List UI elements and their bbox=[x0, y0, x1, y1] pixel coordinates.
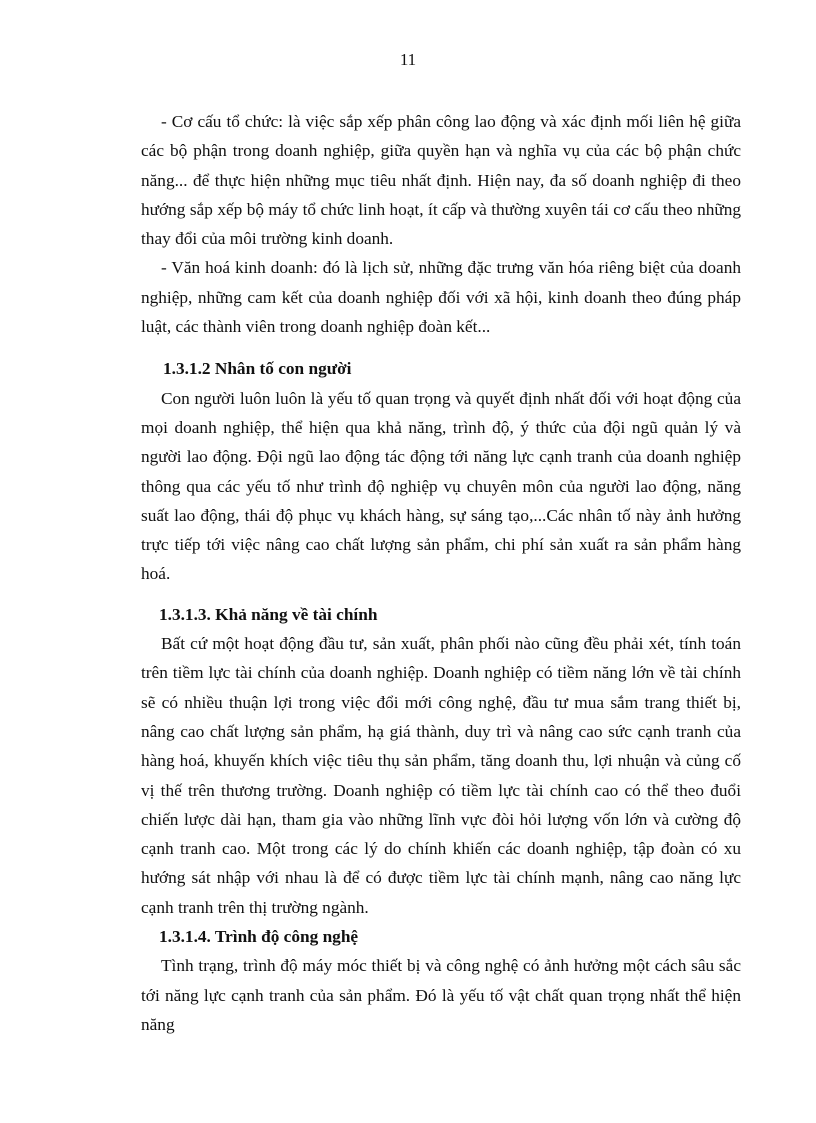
paragraph-organizational-structure: - Cơ cấu tổ chức: là việc sắp xếp phân công lao động và xác định mối liên hệ giữa các bộ phận trong doanh nghiệp, giữa quyền hạn và nghĩa vụ của các bộ phận chức năng... để thực hiện những mục tiêu nhất định. Hiện nay, đa số doanh nghiệp đi theo hướng sắp xếp bộ máy tổ chức linh hoạt, ít cấp và thường xuyên tái cơ cấu theo những thay đổi của môi trường kinh doanh. bbox=[141, 112, 741, 249]
paragraph-financial-capacity: Bất cứ một hoạt động đầu tư, sản xuất, phân phối nào cũng đều phải xét, tính toán trên tiềm lực tài chính của doanh nghiệp. Doanh nghiệp có tiềm năng lớn về tài chính sẽ có nhiều thuận lợi trong việc đổi mới công nghệ, đầu tư mua sắm trang thiết bị, nâng cao chất lượng sản phẩm, hạ giá thành, duy trì và nâng cao sức cạnh tranh của hàng hoá, khuyến khích việc tiêu thụ sản phẩm, tăng doanh thu, lợi nhuận và củng cố vị thế trên thương trường. Doanh nghiệp có tiềm lực tài chính cao có thể theo đuổi chiến lược dài hạn, tham gia vào những lĩnh vực đòi hỏi lượng vốn lớn và cường độ cạnh tranh cao. Một trong các lý do chính khiến các doanh nghiệp, tập đoàn có xu hướng sát nhập với nhau là để có được tiềm lực tài chính mạnh, nâng cao năng lực cạnh tranh trên thị trường ngành. bbox=[141, 634, 741, 917]
paragraph-technology-level: Tình trạng, trình độ máy móc thiết bị và công nghệ có ảnh hưởng một cách sâu sắc tới năng lực cạnh tranh của sản phẩm. Đó là yếu tố vật chất quan trọng nhất thể hiện năng bbox=[141, 956, 741, 1034]
section-heading-financial-capacity: 1.3.1.3. Khả năng về tài chính bbox=[159, 604, 378, 624]
paragraph-human-factor: Con người luôn luôn là yếu tố quan trọng và quyết định nhất đối với hoạt động của mọi doanh nghiệp, thể hiện qua khả năng, trình độ, ý thức của đội ngũ quản lý và người lao động. Đội ngũ lao động tác động tới năng lực cạnh tranh của doanh nghiệp thông qua các yếu tố như trình độ nghiệp vụ chuyên môn của người lao động, năng suất lao động, thái độ phục vụ khách hàng, sự sáng tạo,...Các nhân tố này ảnh hưởng trực tiếp tới việc nâng cao chất lượng sản phẩm, chi phí sản xuất ra sản phẩm hàng hoá. bbox=[141, 388, 741, 584]
section-heading-human-factor: 1.3.1.2 Nhân tố con người bbox=[163, 359, 352, 379]
document-body bbox=[141, 107, 741, 1039]
paragraph-business-culture: - Văn hoá kinh doanh: đó là lịch sử, những đặc trưng văn hóa riêng biệt của doanh nghiệp, những cam kết của doanh nghiệp đối với xã hội, kinh doanh theo đúng pháp luật, các thành viên trong doanh nghiệp đoàn kết... bbox=[141, 258, 741, 337]
section-heading-technology-level: 1.3.1.4. Trình độ công nghệ bbox=[159, 927, 359, 947]
page-number: 11 bbox=[399, 50, 417, 69]
